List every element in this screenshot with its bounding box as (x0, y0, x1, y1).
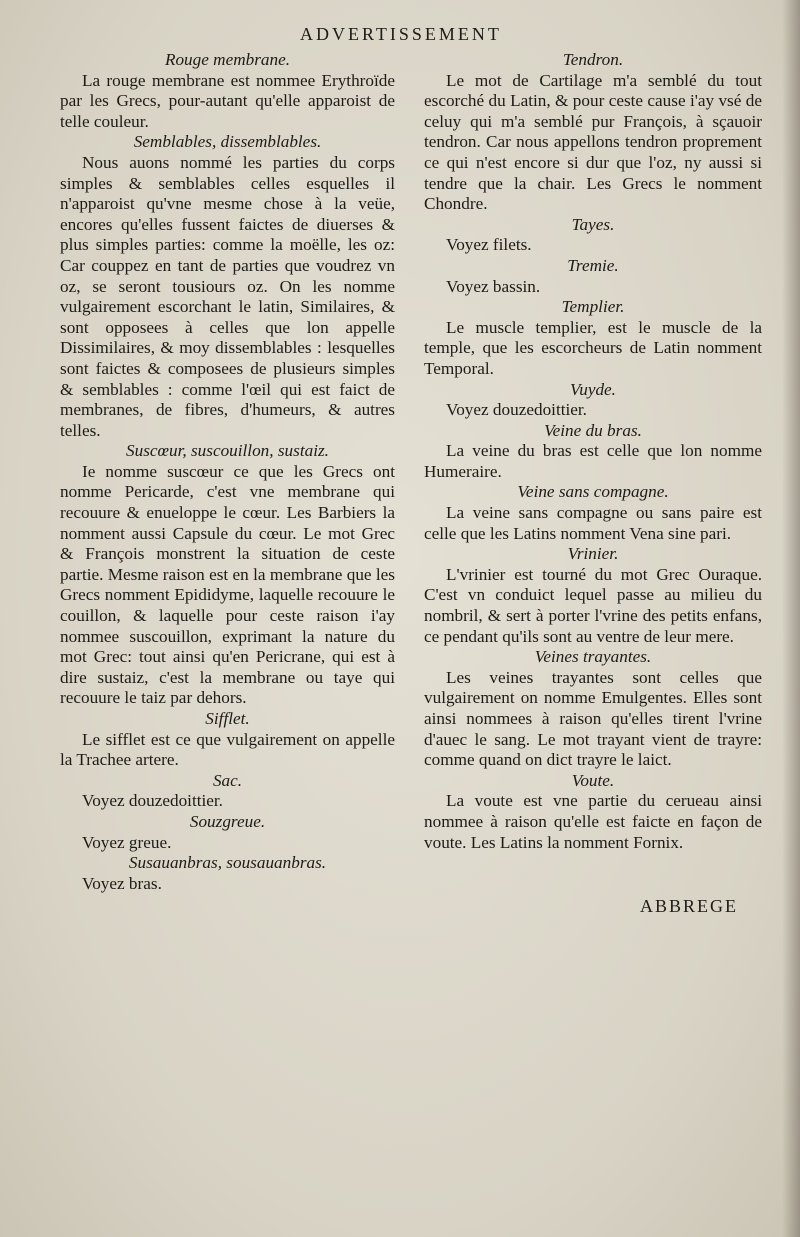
running-head: ADVERTISSEMENT (300, 24, 502, 44)
entry-text: Voyez bras. (82, 873, 162, 893)
entry-heading: Veine sans compagne. (517, 482, 669, 502)
entry-text: La veine du bras est celle que lon nomme Humeraire. (424, 441, 762, 481)
entry-text: Le sifflet est ce que vulgairement on appelle la Trachee artere. (60, 729, 395, 770)
entry-text: Voyez douzedoittier. (446, 400, 587, 420)
entry-text: Voyez douzedoittier. (82, 791, 223, 811)
entry-heading: Souzgreue. (189, 811, 266, 831)
entry (424, 544, 762, 647)
entry-heading: Suscœur, suscouillon, sustaiz. (126, 441, 329, 461)
entry-text: Voyez filets. (446, 235, 532, 255)
entry-heading: Veines trayantes. (534, 647, 652, 667)
entry (424, 380, 762, 421)
entry (60, 771, 395, 812)
page-edge-shadow (782, 0, 800, 1237)
right-column (424, 50, 762, 853)
entry (424, 771, 762, 853)
entry-heading: Rouge membrane. (164, 50, 291, 69)
entry-heading: Semblables, dissemblables. (133, 132, 322, 152)
entry-heading: Sifflet. (205, 709, 250, 728)
entry-heading: Vrinier. (567, 544, 619, 564)
entry-text: Voyez bassin. (446, 276, 541, 296)
entry-heading: Vuyde. (570, 379, 616, 399)
entry-text: Le muscle templier, est le muscle de la temple, que les escorcheurs de Latin nomment Temporal. (424, 317, 762, 378)
entry (60, 132, 395, 441)
entry-heading: Susauanbras, sousauanbras. (128, 853, 327, 873)
entry (60, 853, 395, 894)
entry-text: La rouge membrane est nommee Erythroïde par les Grecs, pour-autant qu'elle apparoist de telle couleur. (60, 70, 395, 131)
entry (60, 50, 395, 132)
entry-text: L'vrinier est tourné du mot Grec Ouraque. C'est vn conduict lequel passe au milieu du nombril, & sert à porter l'vrine des petits enfans, ce pendant qu'ils sont au ventre de leur mere. (424, 564, 762, 646)
entry (424, 482, 762, 544)
entry (424, 297, 762, 379)
entry (60, 812, 395, 853)
entry-text: La voute est vne partie du cerueau ainsi nommee à raison qu'elle est faicte en façon de voute. Les Latins la nomment Fornix. (424, 791, 762, 852)
entry-heading: Tendron. (562, 50, 624, 69)
entry-heading: Voute. (571, 770, 615, 790)
catchword: ABBREGE (640, 896, 739, 916)
entry-heading: Tremie. (567, 255, 619, 275)
entry-heading: Templier. (561, 297, 625, 317)
entry (60, 441, 395, 709)
entry-heading: Sac. (212, 770, 243, 790)
entry (424, 215, 762, 256)
entry (424, 421, 762, 483)
entry-text: Ie nomme suscœur ce que les Grecs ont nomme Pericarde, c'est vne membrane qui recouure & enueloppe le cœur. Les Barbiers la nomment aussi Capsule du cœur. Le mot Grec & François monstrent la situation de ceste partie. Mesme raison est en la membrane que les Grecs nomment Epididyme, laquelle recouure le couillon, & laquelle pour ceste raison i'ay nommee suscouillon, exprimant la nature du mot Grec: tout ainsi qu'en Pericrane, qui est à dire sustaiz, c'est la membrane ou taye qui recouure le taiz par dehors. (60, 461, 395, 708)
entry-heading: Veine du bras. (544, 420, 642, 440)
entry-text: La veine sans compagne ou sans paire est celle que les Latins nomment Vena sine pari. (424, 503, 762, 543)
entry-text: Nous auons nommé les parties du corps simples & semblables celles esquelles il n'apparoist qu'vne mesme chose à la veüe, encores qu'elles fussent faictes de diuerses & plus simples parties: comme la moëlle, les oz: Car couppez en tant de parties que voudrez vn oz, se seront tousiours oz. On les nomme vulgairement escorchant le latin, Similaires, & sont opposees à celles que lon appelle Dissimilaires, & moy dissemblables : lesquelles sont faictes & composees de plusieurs simples & semblables : comme l'œil qui est faict de membranes, de fibres, d'humeurs, & autres telles. (60, 152, 395, 440)
entry-heading: Tayes. (571, 214, 615, 234)
entry (60, 709, 395, 771)
entry-text: Le mot de Cartilage m'a semblé du tout escorché du Latin, & pour ceste cause i'ay vsé de celuy qui m'a semblé pur François, à sçauoir tendron. Car nous appellons tendron proprement ce qui n'est encore si dur que l'oz, ny aussi si tendre que la chair. Les Grecs le nomment Chondre. (424, 70, 762, 214)
entry (424, 50, 762, 215)
left-column (60, 50, 395, 894)
entry-text: Les veines trayantes sont celles que vulgairement on nomme Emulgentes. Elles sont ainsi nommees à raison qu'elles tirent l'vrine d'auec le sang. Le mot trayant vient de trayre: comme quand on dict trayre le laict. (424, 667, 762, 770)
entry (424, 256, 762, 297)
entry-text: Voyez greue. (82, 832, 172, 852)
entry (424, 647, 762, 771)
